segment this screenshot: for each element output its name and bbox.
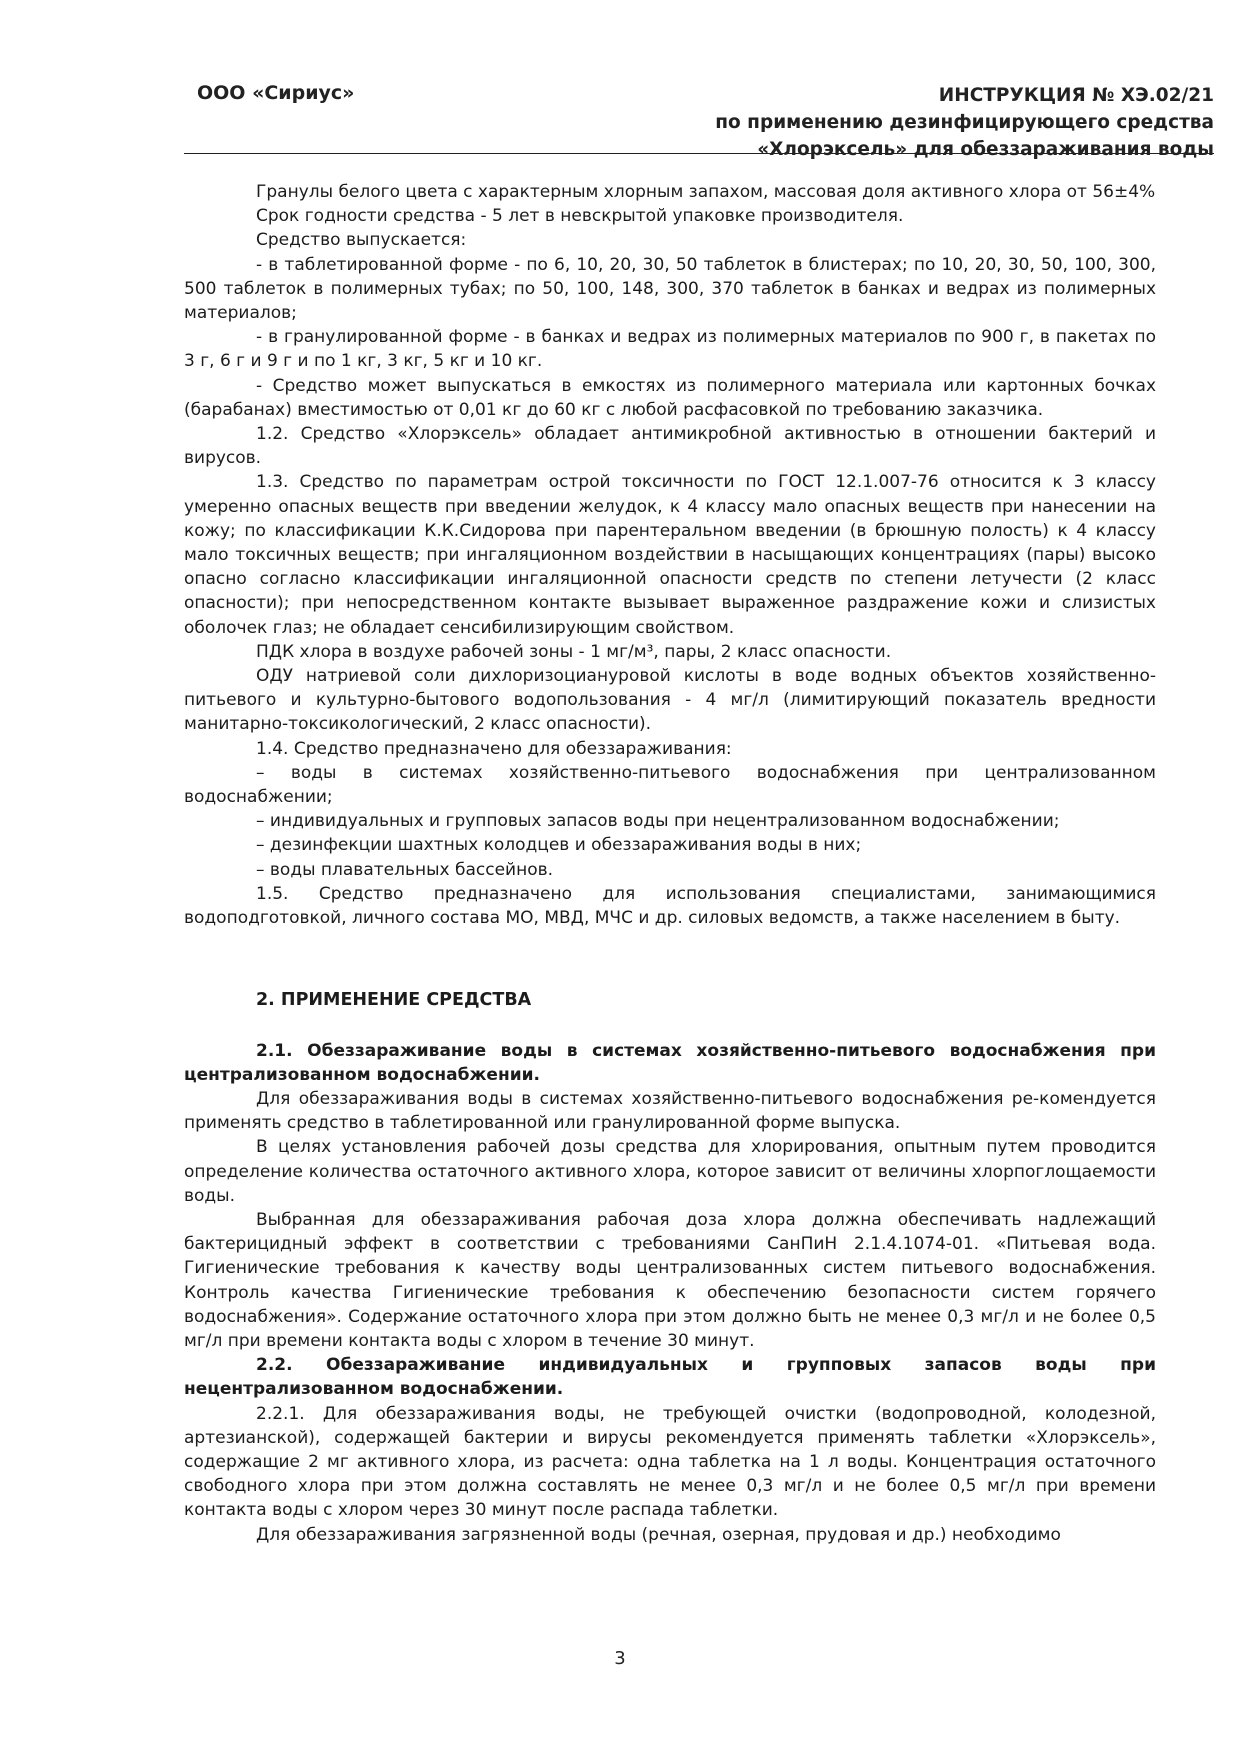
paragraph: ПДК хлора в воздухе рабочей зоны - 1 мг/м³, пары, 2 класс опасности. [256, 641, 892, 662]
paragraph: Срок годности средства - 5 лет в невскрытой упаковке производителя. [256, 206, 904, 227]
paragraph: 1.3. Средство по параметрам острой токсичности по ГОСТ 12.1.007-76 относится к 3 классу умеренно опасных веществ при введении желудок, к 4 классу мало опасных веществ при нанесении на кожу; по классификации К.К.Сидорова при парентеральном введении (в брюшную полость) к 4 классу мало токсичных веществ; при ингаляционном воздействии в насыщающих концентрациях (пары) высоко опасно согласно классификации ингаляционной опасности средств по степени летучести (2 класс опасности); при непосредственном контакте вызывает выраженное раздражение кожи и слизистых оболочек глаз; не обладает сенсибилизирующим свойством. [184, 472, 1156, 638]
paragraph: ОДУ натриевой соли дихлоризоциануровой кислоты в воде водных объектов хозяйственно-питьевого и культурно-бытового водопользования - 4 мг/л (лимитирующий показатель вредности манитарно-токсикологический, 2 класс опасности). [184, 666, 1156, 735]
document-title: ИНСТРУКЦИЯ № ХЭ.02/21 [938, 85, 1214, 106]
section-heading: 2. ПРИМЕНЕНИЕ СРЕДСТВА [256, 990, 532, 1011]
document-title-block [715, 82, 1214, 163]
list-item: – индивидуальных и групповых запасов воды при нецентрализованном водоснабжении; [256, 811, 1060, 832]
paragraph: 2.2.1. Для обеззараживания воды, не требующей очистки (водопроводной, колодезной, артезианской), содержащей бактерии и вирусы рекомендуется применять таблетки «Хлорэксель», содержащие 2 мг активного хлора, из расчета: одна таблетка на 1 л воды. Концентрация остаточного свободного хлора при этом должна составлять не менее 0,3 мг/л и не более 0,5 мг/л при времени контакта воды с хлором через 30 минут после распада таблетки. [184, 1403, 1156, 1521]
paragraph: Выбранная для обеззараживания рабочая доза хлора должна обеспечивать надлежащий бактерицидный эффект в соответствии с требованиями СанПиН 2.1.4.1074-01. «Питьевая вода. Гигиенические требования к качеству воды централизованных систем питьевого водоснабжения. Контроль качества Гигиенические требования к обеспечению безопасности систем горячего водоснабжения». Содержание остаточного хлора при этом должно быть не менее 0,3 мг/л и не более 0,5 мг/л при времени контакта воды с хлором в течение 30 минут. [184, 1209, 1156, 1351]
paragraph: Средство выпускается: [256, 230, 467, 251]
document-subtitle-line-2: «Хлорэксель» для обеззараживания воды [757, 139, 1214, 160]
document-subtitle-line-1: по применению дезинфицирующего средства [715, 112, 1214, 133]
paragraph: 1.4. Средство предназначено для обеззараживания: [256, 738, 732, 759]
page-header [184, 72, 1214, 160]
list-item: – дезинфекции шахтных колодцев и обеззараживания воды в них; [256, 835, 862, 856]
list-item: - в гранулированной форме - в банках и ведрах из полимерных материалов по 900 г, в пакетах по 3 г, 6 г и 9 г и по 1 кг, 3 кг, 5 кг и 10 кг. [184, 327, 1156, 372]
header-divider [184, 153, 1214, 154]
list-item: - Средство может выпускаться в емкостях из полимерного материала или картонных бочках (барабанах) вместимостью от 0,01 кг до 60 кг с любой расфасовкой по требованию заказчика. [184, 375, 1156, 420]
section-gap [184, 1013, 1156, 1039]
list-item: - в таблетированной форме - по 6, 10, 20, 30, 50 таблеток в блистерах; по 10, 20, 30, 50, 100, 300, 500 таблеток в полимерных тубах; по 50, 100, 148, 300, 370 таблеток в банках и ведрах из полимерных материалов; [184, 254, 1156, 324]
paragraph: 1.2. Средство «Хлорэксель» обладает антимикробной активностью в отношении бактерий и вирусов. [184, 424, 1156, 469]
document-body [184, 180, 1156, 1547]
paragraph: 1.5. Средство предназначено для использования специалистами, занимающимися водоподготовкой, личного состава МО, МВД, МЧС и др. силовых ведомств, а также населением в быту. [184, 883, 1156, 929]
paragraph: Гранулы белого цвета с характерным хлорным запахом, массовая доля активного хлора от 56±4% [256, 182, 1156, 202]
page-number: 3 [614, 1648, 626, 1669]
list-item: – воды плавательных бассейнов. [256, 859, 554, 880]
subsection-heading: 2.2. Обеззараживание индивидуальных и групповых запасов воды при нецентрализованном водоснабжении. [184, 1355, 1156, 1400]
paragraph: Для обеззараживания воды в системах хозяйственно-питьевого водоснабжения ре-комендуется применять средство в таблетированной или гранулированной форме выпуска. [184, 1088, 1156, 1134]
section-gap [184, 930, 1156, 988]
paragraph: Для обеззараживания загрязненной воды (речная, озерная, прудовая и др.) необходимо [256, 1524, 1061, 1545]
company-name: ООО «Сириус» [197, 82, 355, 104]
list-item: – воды в системах хозяйственно-питьевого водоснабжения при централизованном водоснабжении; [184, 762, 1156, 808]
paragraph: В целях установления рабочей дозы средства для хлорирования, опытным путем проводится определение количества остаточного активного хлора, которое зависит от величины хлорпоглощаемости воды. [184, 1137, 1156, 1206]
subsection-heading: 2.1. Обеззараживание воды в системах хозяйственно-питьевого водоснабжения при централизованном водоснабжении. [184, 1040, 1156, 1085]
